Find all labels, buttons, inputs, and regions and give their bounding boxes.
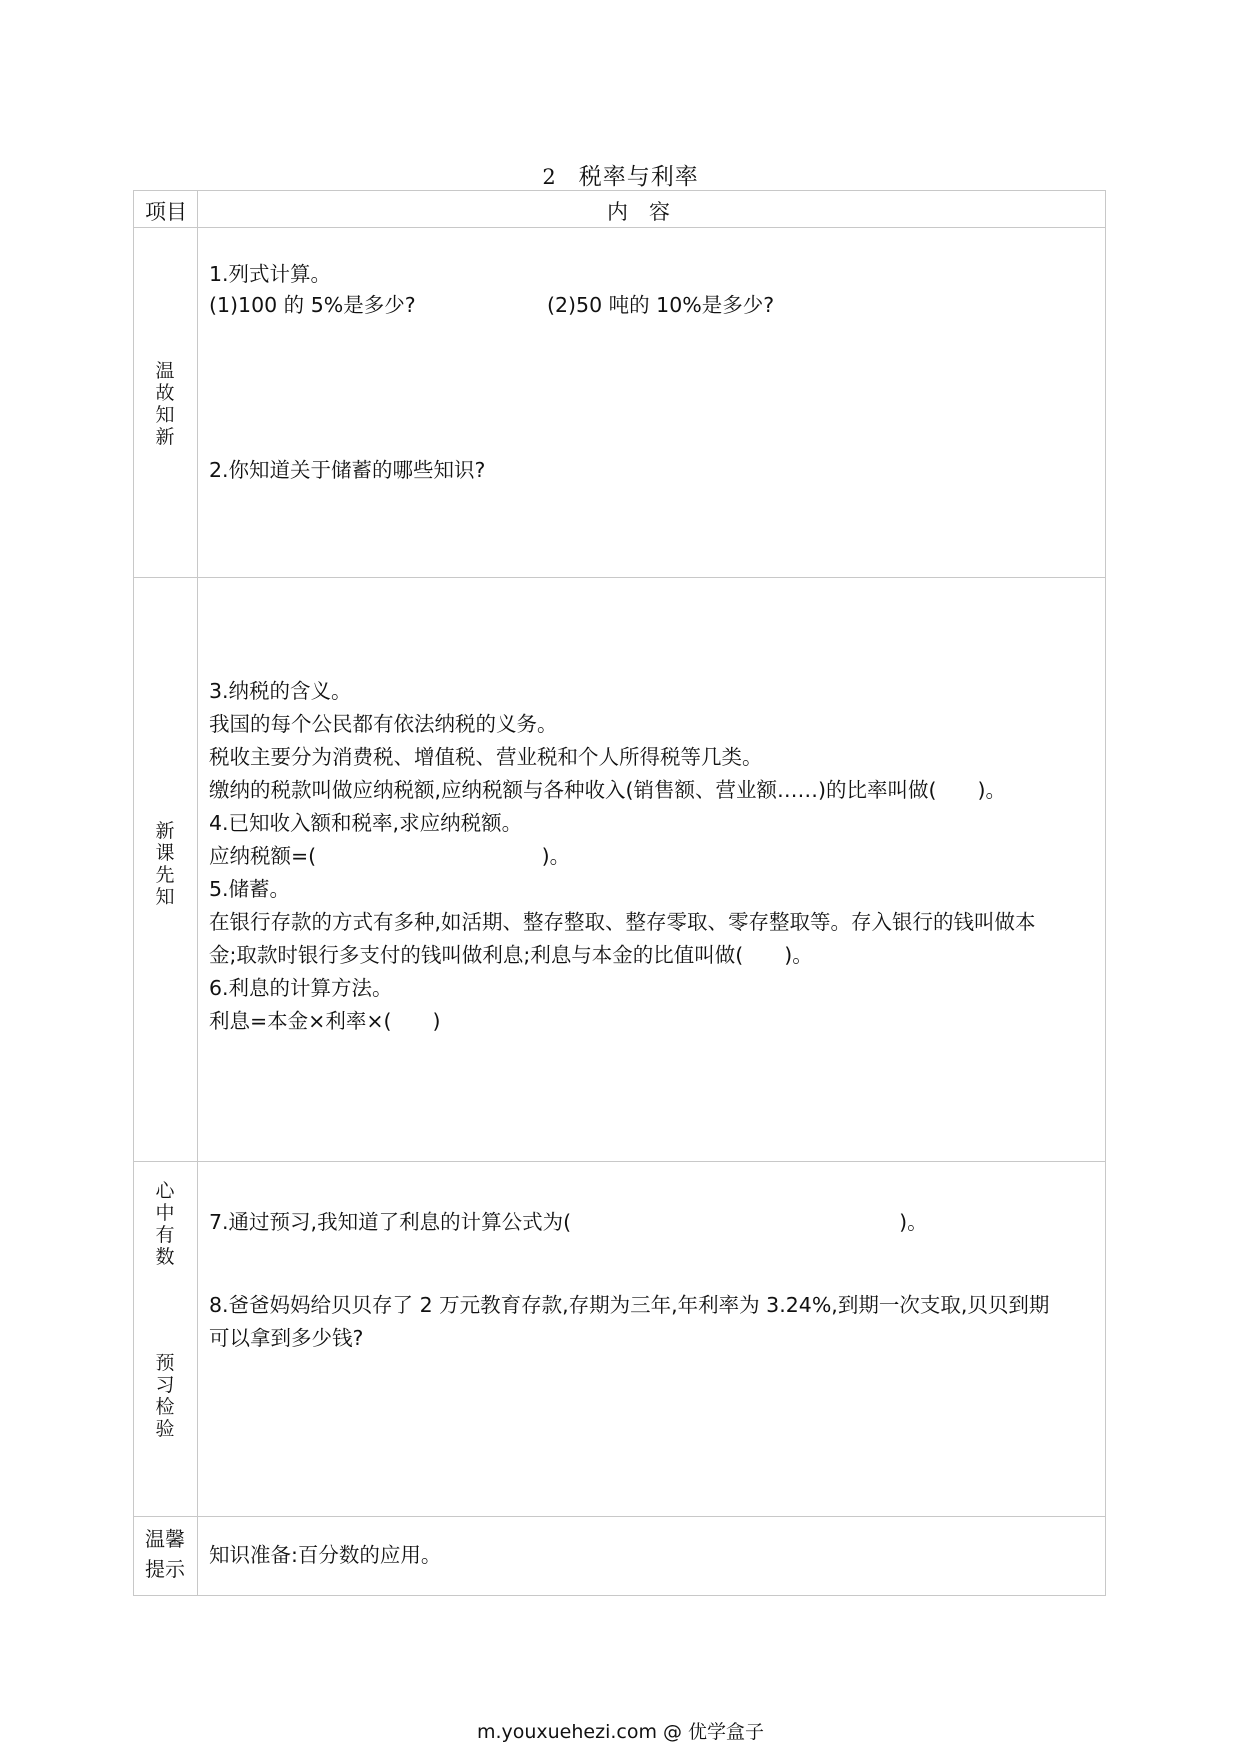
table-top-rule xyxy=(133,190,1106,191)
q8-line-2: 可以拿到多少钱? xyxy=(209,1326,364,1350)
header-item: 项目 xyxy=(145,200,187,224)
preview-line: 税收主要分为消费税、增值税、营业税和个人所得税等几类。 xyxy=(209,745,763,769)
q2: 2.你知道关于储蓄的哪些知识? xyxy=(209,458,486,482)
table-bottom-rule xyxy=(133,1595,1106,1596)
preview-line: 缴纳的税款叫做应纳税额,应纳税额与各种收入(销售额、营业额……)的比率叫做( )。 xyxy=(209,778,1007,802)
q1-title: 1.列式计算。 xyxy=(209,262,332,286)
review-bottom-rule xyxy=(133,577,1106,578)
title-text: 税率与利率 xyxy=(578,164,699,190)
table-right-rule xyxy=(1105,190,1106,1596)
label-tip: 温馨提示 xyxy=(145,1527,185,1581)
preview-line: 6.利息的计算方法。 xyxy=(209,976,393,1000)
preview-line: 5.储蓄。 xyxy=(209,877,291,901)
column-divider xyxy=(197,190,198,1596)
label-mind: 心中有数 xyxy=(155,1180,175,1268)
preview-line: 利息=本金×利率×( ) xyxy=(209,1009,441,1033)
worksheet-table xyxy=(133,190,1106,1596)
preview-line: 3.纳税的含义。 xyxy=(209,679,352,703)
preview-line: 在银行存款的方式有多种,如活期、整存整取、整存零取、零存整取等。存入银行的钱叫做本 xyxy=(209,910,1036,934)
header-content: 内 容 xyxy=(607,200,670,224)
q1-part-a: (1)100 的 5%是多少? xyxy=(209,293,416,317)
page-title xyxy=(0,158,1241,191)
q7: 7.通过预习,我知道了利息的计算公式为( )。 xyxy=(209,1210,928,1234)
q1-part-b: (2)50 吨的 10%是多少? xyxy=(547,293,775,317)
q8-line-1: 8.爸爸妈妈给贝贝存了 2 万元教育存款,存期为三年,年利率为 3.24%,到期一次支取,贝贝到期 xyxy=(209,1293,1050,1317)
footer-watermark: m.youxuehezi.com @ 优学盒子 xyxy=(476,1721,765,1743)
preview-line: 应纳税额=( )。 xyxy=(209,844,571,868)
label-preview: 新课先知 xyxy=(155,820,175,908)
tip-text: 知识准备:百分数的应用。 xyxy=(209,1543,442,1567)
check-bottom-rule xyxy=(133,1516,1106,1517)
preview-line: 我国的每个公民都有依法纳税的义务。 xyxy=(209,712,558,736)
table-left-rule xyxy=(133,190,134,1596)
header-bottom-rule xyxy=(133,227,1106,228)
label-check: 预习检验 xyxy=(155,1352,175,1440)
preview-line: 4.已知收入额和税率,求应纳税额。 xyxy=(209,811,523,835)
preview-line: 金;取款时银行多支付的钱叫做利息;利息与本金的比值叫做( )。 xyxy=(209,943,813,967)
title-number: 2 xyxy=(542,165,557,189)
preview-bottom-rule xyxy=(133,1161,1106,1162)
label-review: 温故知新 xyxy=(155,360,175,448)
